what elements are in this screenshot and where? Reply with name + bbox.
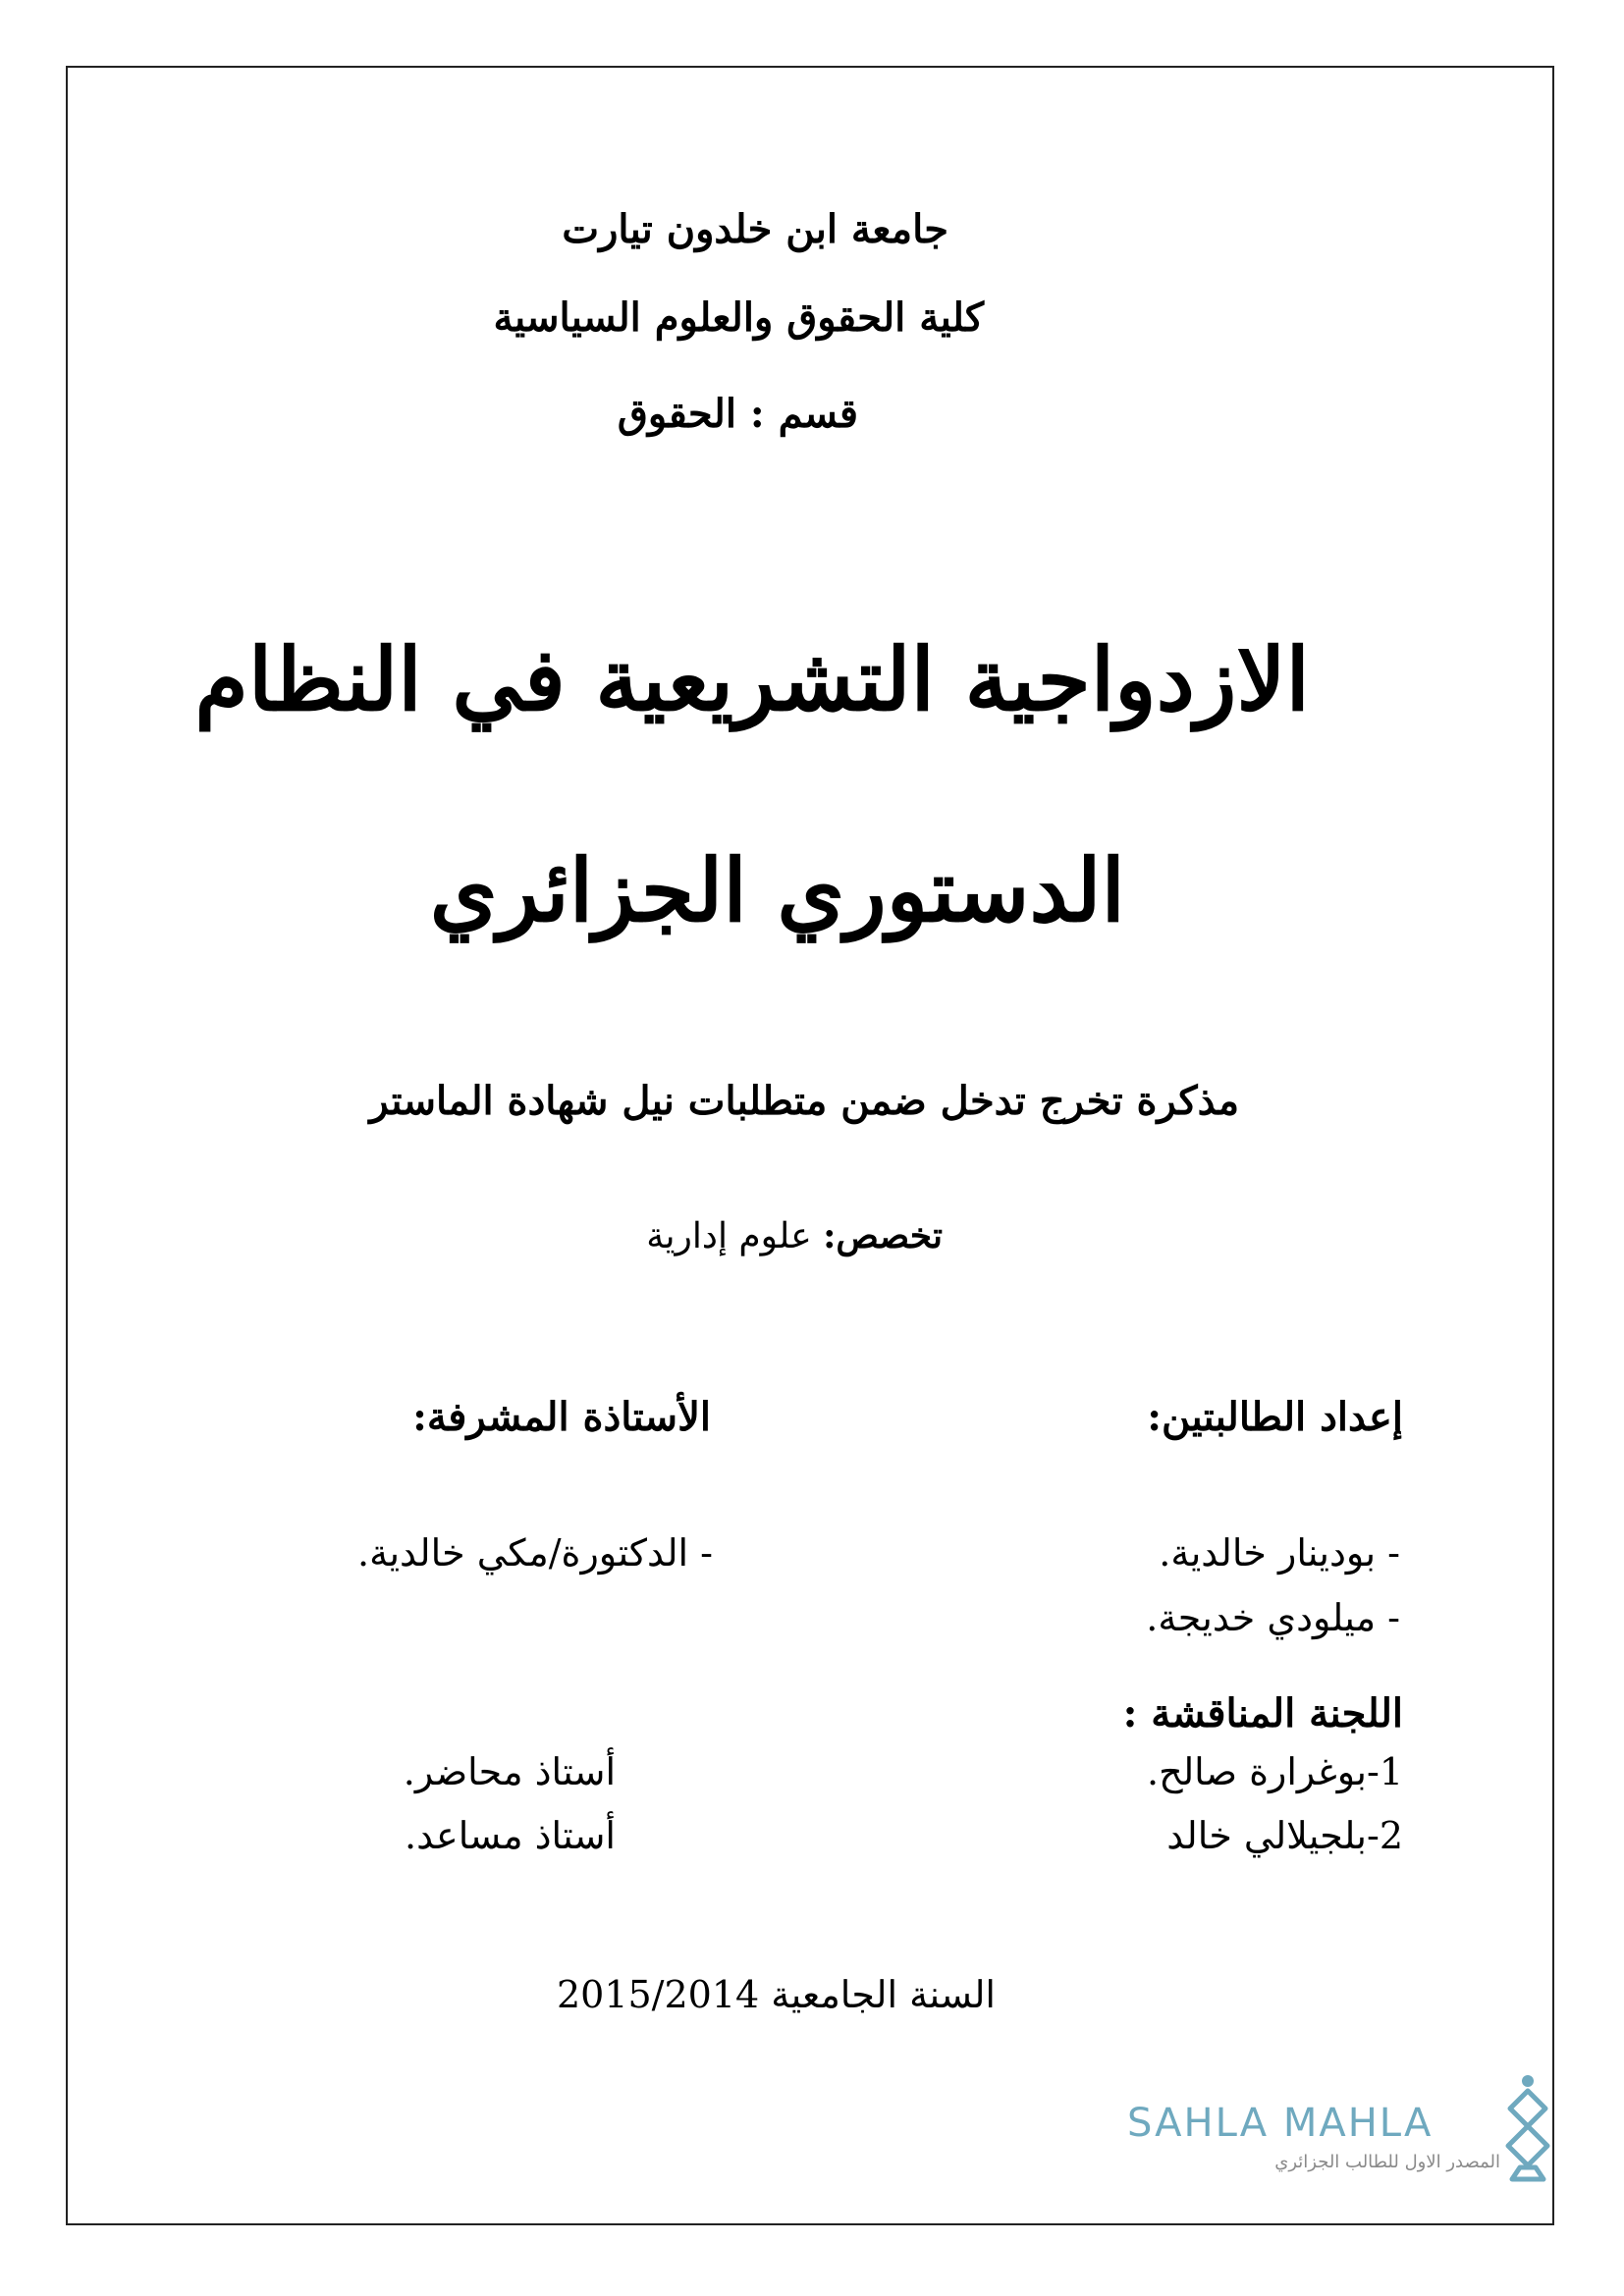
logo-tagline: المصدر الاول للطالب الجزائري [1274,2152,1500,2172]
specialty-label: تخصص: [823,1215,943,1256]
specialty [646,1215,943,1256]
academic-year: السنة الجامعية 2015/2014 [556,1973,996,2016]
department-name: قسم : الحقوق [617,391,858,437]
student-name: - ميلودي خديجة. [1146,1596,1400,1639]
faculty-name: كلية الحقوق والعلوم السياسية [493,294,984,341]
supervisor-heading: الأستاذة المشرفة: [412,1394,711,1440]
sahla-mahla-logo [1127,2101,1559,2189]
supervisor-name: - الدكتورة/مكي خالدية. [357,1531,713,1575]
logo-emblem-icon [1498,2069,1557,2187]
thesis-title-line-1: الازدواجية التشريعية في النظام [194,628,1310,730]
committee-member-name: 1-بوغرارة صالح. [1146,1750,1403,1793]
specialty-value: علوم إدارية [646,1216,824,1256]
committee-member-rank: أستاذ مساعد. [405,1814,616,1857]
prepared-by-heading: إعداد الطالبتين: [1147,1394,1403,1440]
university-name: جامعة ابن خلدون تيارت [562,206,948,252]
committee-member-name: 2-بلجيلالي خالد [1166,1814,1403,1857]
page-border [66,66,1554,2225]
student-name: - بودينار خالدية. [1159,1531,1400,1575]
committee-heading: اللجنة المناقشة : [1122,1690,1403,1736]
thesis-title-line-2: الدستوري الجزائري [429,839,1125,941]
committee-member-rank: أستاذ محاضر. [403,1750,616,1793]
memo-description: مذكرة تخرج تدخل ضمن متطلبات نيل شهادة الماستر [369,1078,1239,1124]
logo-name: SAHLA MAHLA [1127,2101,1434,2146]
